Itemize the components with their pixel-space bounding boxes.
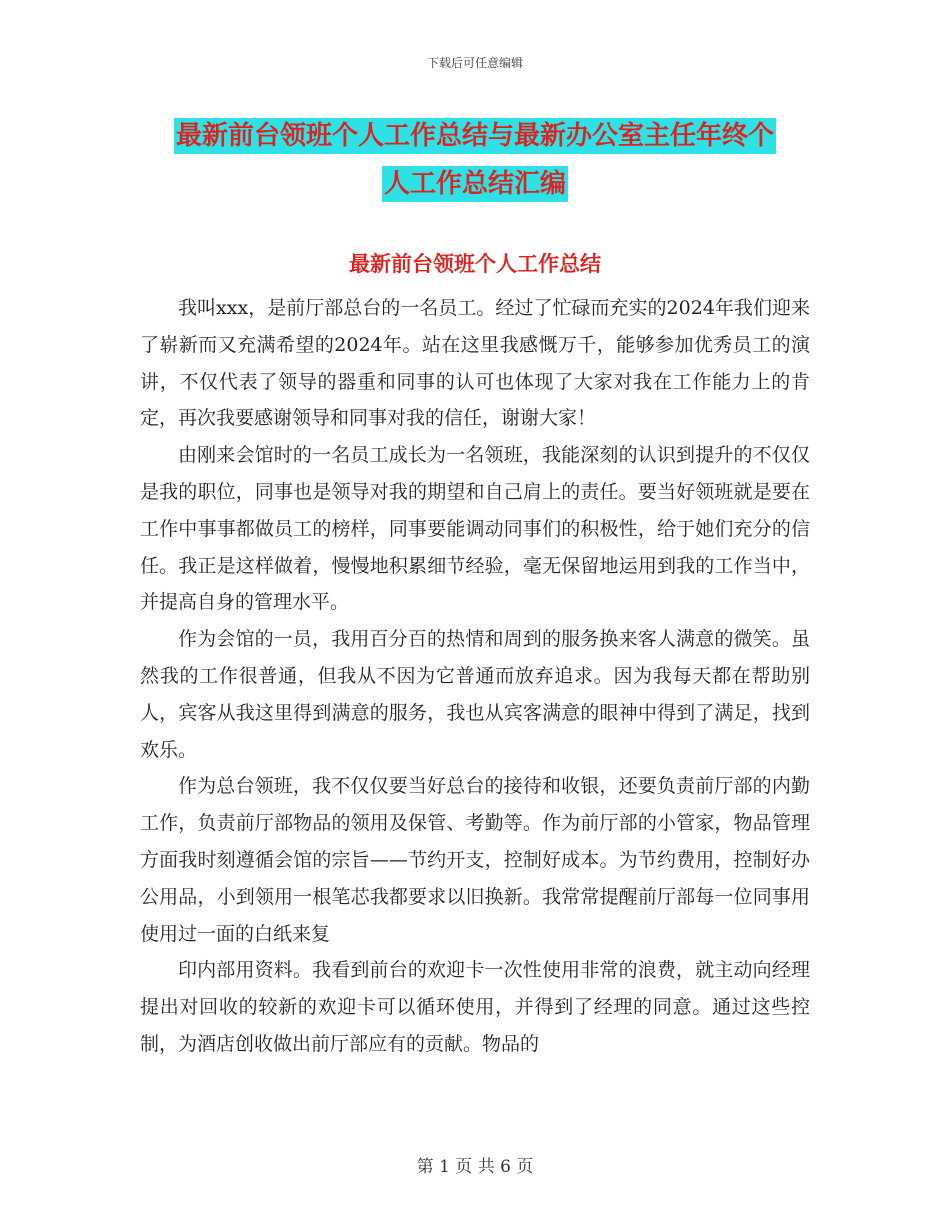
section-heading: 最新前台领班个人工作总结 xyxy=(349,252,601,276)
body-text xyxy=(140,290,810,1063)
paragraph: 印内部用资料。我看到前台的欢迎卡一次性使用非常的浪费，就主动向经理提出对回收的较新的欢迎卡可以循环使用，并得到了经理的同意。通过这些控制，为酒店创收做出前厅部应有的贡献。物品的 xyxy=(140,959,810,1055)
page-number: 第 1 页 共 6 页 xyxy=(416,1157,534,1177)
paragraph: 我叫xxx，是前厅部总台的一名员工。经过了忙碌而充实的2024年我们迎来了崭新而又充满希望的2024年。站在这里我感慨万千，能够参加优秀员工的演讲，不仅代表了领导的器重和同事的认可也体现了大家对我在工作能力上的肯定，再次我要感谢领导和同事对我的信任，谢谢大家！ xyxy=(140,297,810,430)
header-note: 下载后可任意编辑 xyxy=(426,56,523,70)
paragraph: 由刚来会馆时的一名员工成长为一名领班，我能深刻的认识到提升的不仅仅是我的职位，同事也是领导对我的期望和自己肩上的责任。要当好领班就是要在工作中事事都做员工的榜样，同事要能调动同事们的积极性，给于她们充分的信任。我正是这样做着，慢慢地积累细节经验，毫无保留地运用到我的工作当中，并提高自身的管理水平。 xyxy=(140,444,810,614)
document-title-line-1: 最新前台领班个人工作总结与最新办公室主任年终个 xyxy=(174,118,776,154)
document-title-line-2: 人工作总结汇编 xyxy=(382,166,568,202)
paragraph: 作为会馆的一员，我用百分百的热情和周到的服务换来客人满意的微笑。虽然我的工作很普通，但我从不因为它普通而放弃追求。因为我每天都在帮助别人，宾客从我这里得到满意的服务，我也从宾客满意的眼神中得到了满足，找到欢乐。 xyxy=(140,628,810,761)
paragraph: 作为总台领班，我不仅仅要当好总台的接待和收银，还要负责前厅部的内勤工作，负责前厅部物品的领用及保管、考勤等。作为前厅部的小管家，物品管理方面我时刻遵循会馆的宗旨——节约开支，控制好成本。为节约费用，控制好办公用品，小到领用一根笔芯我都要求以旧换新。我常常提醒前厅部每一位同事用使用过一面的白纸来复 xyxy=(140,775,810,945)
document-title xyxy=(140,112,810,208)
